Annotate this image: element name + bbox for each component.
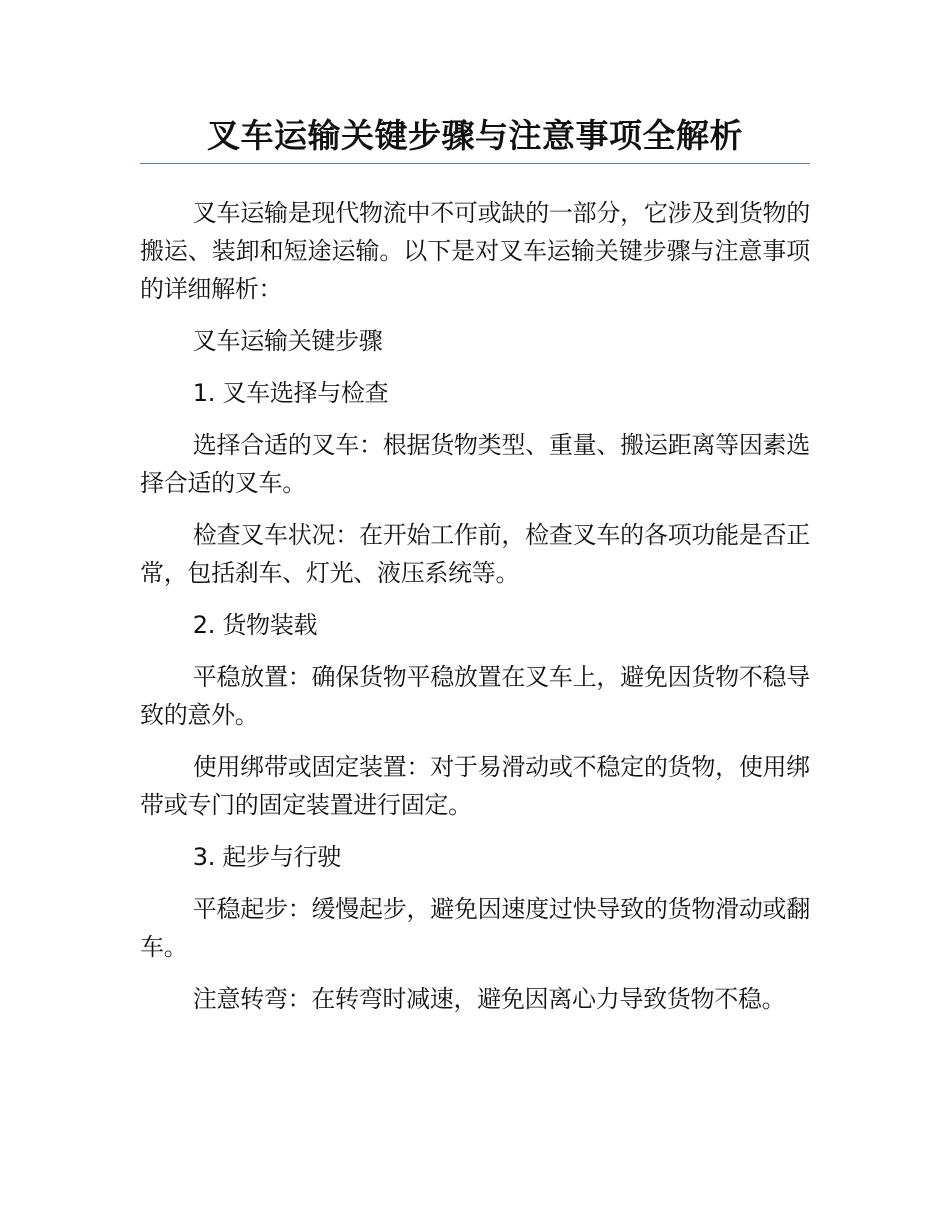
intro-paragraph: 叉车运输是现代物流中不可或缺的一部分，它涉及到货物的搬运、装卸和短途运输。以下是对叉车运输关键步骤与注意事项的详细解析： xyxy=(140,199,810,303)
paragraph-turning: 注意转弯：在转弯时减速，避免因离心力导致货物不稳。 xyxy=(192,985,786,1013)
paragraph-select-forklift: 选择合适的叉车：根据货物类型、重量、搬运距离等因素选择合适的叉车。 xyxy=(140,431,810,497)
step-heading-3: 3. 起步与行驶 xyxy=(192,843,341,871)
paragraph-stable-placement: 平稳放置：确保货物平稳放置在叉车上，避免因货物不稳导致的意外。 xyxy=(140,663,810,729)
section-heading: 叉车运输关键步骤 xyxy=(192,327,383,355)
title-underline xyxy=(140,163,810,164)
paragraph-smooth-start: 平稳起步：缓慢起步，避免因速度过快导致的货物滑动或翻车。 xyxy=(140,895,810,961)
document-title: 叉车运输关键步骤与注意事项全解析 xyxy=(207,116,743,155)
paragraph-check-forklift: 检查叉车状况：在开始工作前，检查叉车的各项功能是否正常，包括刹车、灯光、液压系统等。 xyxy=(140,521,810,587)
step-heading-1: 1. 叉车选择与检查 xyxy=(192,379,389,407)
step-heading-2: 2. 货物装载 xyxy=(192,611,318,639)
paragraph-use-straps: 使用绑带或固定装置：对于易滑动或不稳定的货物，使用绑带或专门的固定装置进行固定。 xyxy=(140,753,810,819)
document-body xyxy=(140,194,810,1032)
